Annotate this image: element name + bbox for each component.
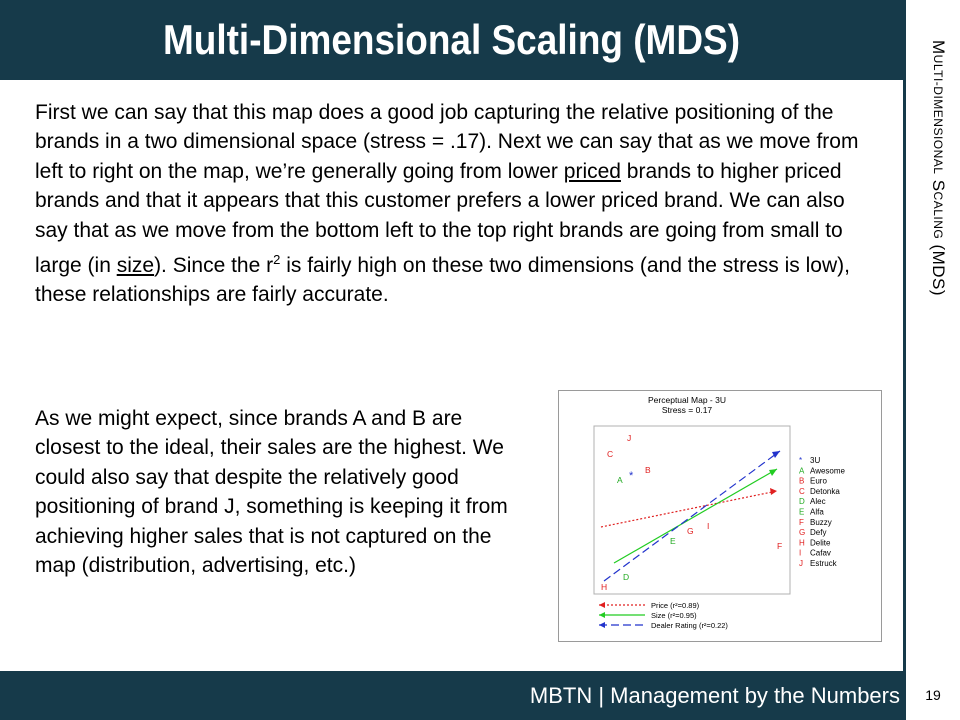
vector-arrow-3: [772, 451, 780, 458]
vector-legend-label-2: Size (r²=0.95): [651, 611, 697, 620]
legend-code-9: I: [799, 548, 802, 558]
legend-name-7: Defy: [810, 528, 827, 538]
legend-name-4: Alec: [810, 497, 826, 507]
legend-code-0: *: [799, 456, 803, 465]
legend-name-9: Cafav: [810, 548, 831, 558]
legend-code-4: D: [799, 497, 805, 507]
brand-point-g: G: [687, 526, 694, 536]
legend-name-10: Estruck: [810, 559, 837, 568]
vector-line-2: [614, 469, 777, 563]
vt-small-2: CALING: [931, 191, 945, 240]
brand-point-h: H: [601, 582, 608, 592]
brand-point-c: C: [607, 449, 614, 459]
plot-area: [594, 426, 790, 594]
p1-superscript: 2: [273, 252, 281, 268]
perceptual-map-svg: [559, 391, 881, 641]
brand-point-j: J: [627, 433, 632, 443]
p1-text-4: is fairly high on these two dimensions (and the stress is low), these relationships are fairly accurate.: [35, 254, 850, 307]
legend-code-7: G: [799, 528, 806, 538]
vector-legend-arrow-3: [599, 622, 605, 628]
brand-points: [601, 433, 782, 592]
vt-tail: (MDS): [929, 239, 948, 297]
chart-title: Perceptual Map - 3U: [648, 395, 726, 405]
brand-point-f: F: [777, 541, 783, 551]
vector-legend-arrow-1: [599, 602, 605, 608]
vector-lines: [601, 451, 783, 581]
brand-point-i: I: [707, 521, 710, 531]
legend-code-1: A: [799, 466, 805, 476]
brand-point-d: D: [623, 572, 630, 582]
legend-name-1: Awesome: [810, 466, 845, 476]
ideal-point-marker: *: [629, 470, 634, 482]
legend-code-5: E: [799, 507, 805, 517]
legend-code-2: B: [799, 476, 805, 486]
brand-point-b: B: [645, 465, 651, 475]
vector-legend-arrow-2: [599, 612, 605, 618]
p1-underline-priced: priced: [563, 159, 621, 183]
vector-legend: [599, 601, 728, 630]
legend-name-2: Euro: [810, 476, 827, 486]
legend-name-8: Delite: [810, 538, 831, 548]
legend-code-3: C: [799, 486, 805, 496]
legend-anchor: [799, 448, 800, 449]
brand-point-e: E: [670, 536, 676, 546]
p1-underline-size: size: [116, 254, 155, 278]
brand-legend: [799, 456, 846, 568]
perceptual-map-image: [558, 390, 882, 642]
p1-text-2: brands to higher priced brands and that it appears that this customer prefers a lower priced brand. We can also say that as we move from the bottom left to the top right brands are going from small to large (in: [35, 159, 845, 278]
legend-code-6: F: [799, 517, 804, 527]
paragraph-2: As we might expect, since brands A and B are closest to the ideal, their sales are the highest. We could also say that despite the relatively good positioning of brand J, something is keeping it from achieving higher sales that is not captured on the map (distribution, advertising, etc.): [35, 407, 508, 578]
legend-name-3: Detonka: [810, 486, 840, 496]
brand-point-a: A: [617, 475, 623, 485]
legend-name-5: Alfa: [810, 507, 824, 517]
vector-legend-label-3: Dealer Rating (r²=0.22): [651, 621, 728, 630]
vertical-section-title: [918, 40, 948, 380]
vt-big-s: S: [929, 179, 948, 192]
p1-text-1: First we can say that this map does a good job capturing the relative positioning of the brands in a two dimensional space (stress = .17). Next we can say that as we move from left to right on the map, we’re generally going from lower: [35, 101, 859, 183]
vector-arrow-1: [770, 488, 777, 495]
page-number: 19: [906, 671, 960, 720]
vt-big-m: M: [929, 40, 948, 55]
vector-legend-label-1: Price (r²=0.89): [651, 601, 700, 610]
slide-title: Multi-Dimensional Scaling (MDS): [162, 16, 741, 63]
legend-code-8: H: [799, 538, 805, 548]
footer-text: MBTN | Management by the Numbers: [529, 683, 900, 708]
p1-text-3: ). Since the r: [154, 254, 274, 278]
legend-name-6: Buzzy: [810, 517, 832, 527]
paragraph-1: [35, 98, 865, 310]
chart-subtitle: Stress = 0.17: [661, 405, 713, 415]
legend-code-10: J: [799, 559, 803, 568]
vector-line-1: [601, 491, 777, 527]
vt-small-1: ULTI-DIMENSIONAL: [931, 54, 945, 175]
legend-name-0: 3U: [810, 456, 821, 465]
